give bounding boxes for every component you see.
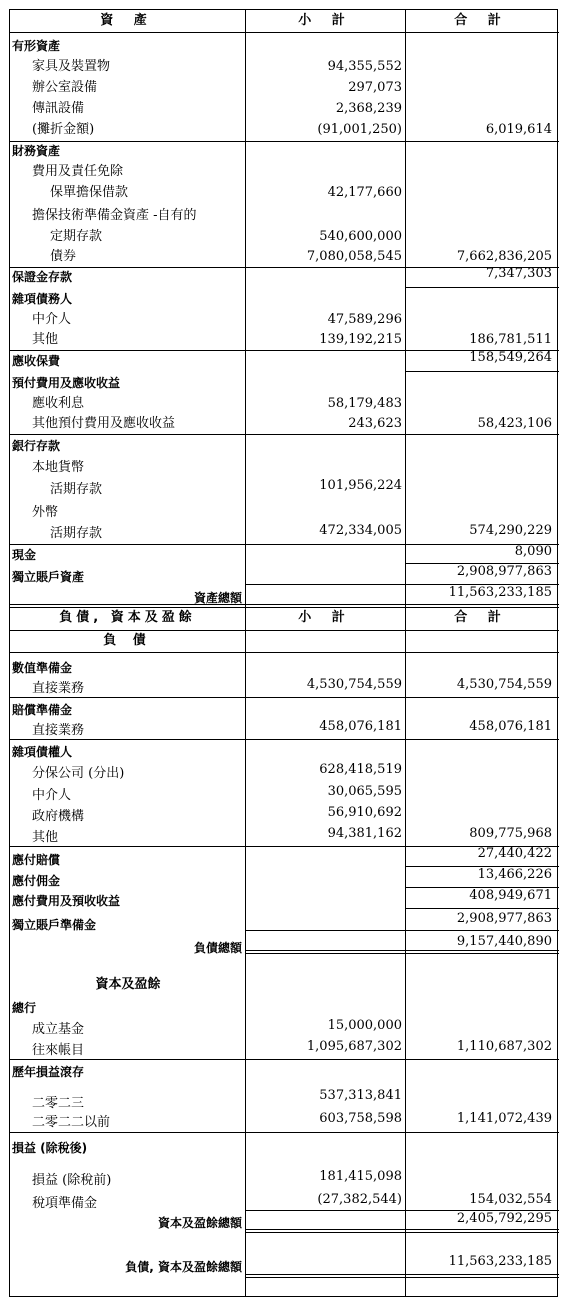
table-row: 政府機構 56,910,692	[32, 805, 402, 824]
table-row: 債券 7,080,058,545 7,662,836,205	[50, 249, 552, 264]
table-row: 獨立賬戶資產 2,908,977,863	[12, 564, 552, 584]
table-row: 財務資產	[12, 144, 61, 158]
table-row: 活期存款 472,334,005 574,290,229	[50, 523, 552, 541]
total-row: 資本及盈餘總額 2,405,792,295	[157, 1211, 552, 1230]
grand-total-row: 負債, 資本及盈餘總額 11,563,233,185	[125, 1254, 552, 1274]
table-row: 有形資產	[12, 39, 61, 53]
total-row: 資產總額 11,563,233,185	[193, 585, 552, 605]
header-rule	[10, 32, 559, 33]
table-row: 其他 139,192,215 186,781,511	[32, 332, 552, 347]
table-row: 活期存款 101,956,224	[50, 478, 402, 497]
table-row: 往來帳目 1,095,687,302 1,110,687,302	[32, 1039, 552, 1058]
table-row: 其他 94,381,162 809,775,968	[32, 826, 552, 845]
table-row: 應付佣金 13,466,226	[12, 867, 552, 888]
table-row: 賠償準備金	[12, 703, 73, 717]
table-row: 家具及裝置物 94,355,552	[32, 59, 402, 74]
table-row: 雜項債務人	[12, 292, 73, 306]
table-row: 雜項債權人	[12, 745, 73, 759]
table-row: 獨立賬戶準備金 2,908,977,863	[12, 911, 552, 932]
table-row: 保證金存款 7,347,303	[12, 266, 552, 284]
assets-total-header: 合 計	[454, 13, 509, 28]
table-row: 應付費用及預收收益 408,949,671	[12, 888, 552, 908]
table-row: 應收保費 158,549,264	[12, 350, 552, 368]
table-row: 其他預付費用及應收收益 243,623 58,423,106	[32, 416, 552, 431]
table-row: 分保公司 (分出) 628,418,519	[32, 762, 402, 781]
table-row: 應收利息 58,179,483	[32, 396, 402, 411]
table-row: 中介人 47,589,296	[32, 312, 402, 327]
table-row: 損益 (除稅後)	[12, 1141, 88, 1155]
total-row: 負債總額 9,157,440,890	[193, 934, 552, 955]
table-row: 損益 (除稅前) 181,415,098	[32, 1169, 402, 1188]
table-row: 保單擔保借款 42,177,660	[50, 185, 402, 200]
table-row: (攤折金額) (91,001,250) 6,019,614	[32, 122, 552, 137]
table-row: 外幣	[32, 505, 59, 520]
table-row: 直接業務 4,530,754,559 4,530,754,559	[32, 677, 552, 696]
liabilities-subtotal-header: 小 計	[298, 610, 353, 625]
table-row: 現金 8,090	[12, 544, 552, 562]
table-row: 銀行存款	[12, 439, 61, 453]
table-row: 預付費用及應收收益	[12, 376, 121, 390]
table-row: 二零二三 537,313,841	[32, 1088, 402, 1111]
table-row: 定期存款 540,600,000	[50, 229, 402, 244]
table-row: 本地貨幣	[32, 460, 85, 475]
table-row: 成立基金 15,000,000	[32, 1018, 402, 1037]
table-row: 直接業務 458,076,181 458,076,181	[32, 719, 552, 738]
table-row: 擔保技術準備金資產 -自有的	[32, 208, 197, 223]
liabilities-total-header: 合 計	[454, 610, 509, 625]
table-row: 辦公室設備 297,073	[32, 80, 402, 95]
table-row: 費用及責任免除	[32, 164, 124, 179]
assets-header: 資 產	[100, 13, 155, 28]
table-row: 二零二二以前 603,758,598 1,141,072,439	[32, 1111, 552, 1130]
table-row: 傳訊設備 2,368,239	[32, 101, 402, 116]
table-row: 中介人 30,065,595	[32, 784, 402, 803]
assets-subtotal-header: 小 計	[298, 13, 353, 28]
table-row: 總行	[12, 1001, 37, 1015]
table-row: 歷年損益滾存	[12, 1065, 85, 1079]
balance-sheet	[9, 9, 558, 1297]
table-row: 數值準備金	[12, 661, 73, 675]
table-row: 稅項準備金 (27,382,544) 154,032,554	[32, 1192, 552, 1211]
equity-section-title: 資本及盈餘	[95, 977, 161, 992]
liabilities-section-title: 負 債	[103, 633, 152, 648]
table-row: 應付賠償 27,440,422	[12, 846, 552, 867]
liabilities-header: 負債, 資本及盈餘	[59, 610, 196, 625]
